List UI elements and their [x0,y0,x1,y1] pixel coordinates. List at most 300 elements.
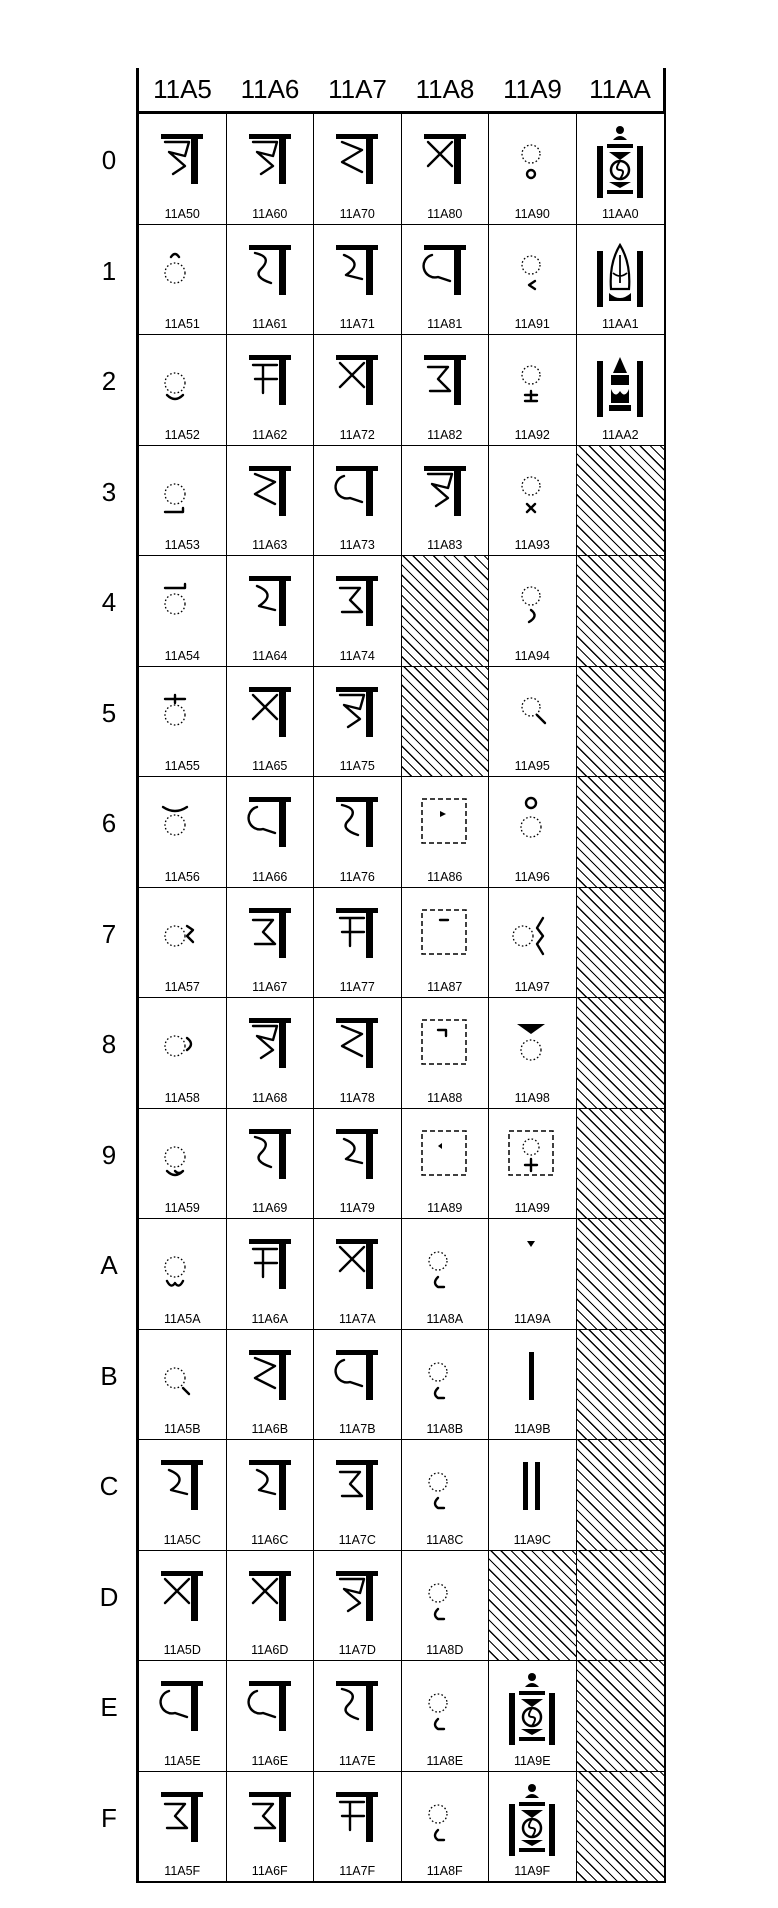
code-point-label: 11A76 [339,869,375,884]
glyph-icon [227,1780,314,1858]
row-header: 9 [101,1139,117,1170]
character-glyph-icon [233,1780,307,1858]
code-point-label: 11A59 [164,1201,200,1215]
code-point-label: 11A67 [252,980,288,994]
glyph-icon [314,454,401,532]
code-point-label: 11AA0 [601,206,639,221]
column-header: 11AA [589,74,651,104]
glyph-icon [402,785,489,863]
code-point-label: 11A52 [164,427,200,442]
code-cell [314,1330,402,1441]
character-glyph-icon [495,896,569,974]
character-glyph-icon [495,454,569,532]
unassigned-cell [577,1109,665,1220]
code-point-label: 11A6F [251,1864,288,1878]
glyph-icon [139,675,226,753]
character-glyph-icon [145,564,219,642]
code-point-label: 11A5B [163,1422,201,1436]
glyph-icon [577,343,665,421]
unassigned-cell [577,777,665,888]
code-point-label: 11A71 [339,317,375,331]
character-glyph-icon [408,785,482,863]
code-point-label: 11A89 [427,1201,463,1215]
character-glyph-icon [145,233,219,311]
character-glyph-icon [320,1338,394,1416]
glyph-icon [314,1117,401,1195]
code-cell [227,1551,315,1662]
glyph-icon [402,1338,489,1416]
code-point-label: 11A5D [163,1643,201,1657]
code-cell [139,225,227,336]
code-point-label: 11A77 [339,980,375,994]
code-cell [314,1661,402,1772]
character-glyph-icon [145,122,219,200]
glyph-icon [402,1227,489,1305]
code-point-label: 11A9C [513,1532,551,1547]
row-header: 7 [101,918,117,949]
code-cell [402,998,490,1109]
character-glyph-icon [145,1669,219,1747]
glyph-icon [139,343,226,421]
unassigned-cell [577,556,665,667]
glyph-icon [314,1227,401,1305]
character-glyph-icon [233,1338,307,1416]
code-cell [489,1330,577,1441]
character-glyph-icon [233,896,307,974]
row-header: E [100,1692,118,1723]
row-header: B [100,1360,118,1391]
glyph-icon [227,1448,314,1526]
unassigned-cell [577,888,665,999]
code-point-label: 11A72 [339,427,375,442]
code-cell [402,1109,490,1220]
code-point-label: 11A73 [339,538,375,552]
glyph-icon [402,454,489,532]
code-cell [139,1661,227,1772]
code-cell [489,667,577,778]
code-point-label: 11A91 [514,317,550,331]
code-cell [489,1109,577,1220]
code-point-label: 11A8C [426,1532,464,1547]
code-point-label: 11A9B [513,1422,551,1436]
code-cell [489,998,577,1109]
row-header: 8 [101,1029,117,1060]
glyph-icon [139,122,226,200]
character-glyph-icon [320,675,394,753]
character-glyph-icon [320,122,394,200]
code-cell [402,1440,490,1551]
character-glyph-icon [233,1669,307,1747]
code-cell [314,1440,402,1551]
code-point-label: 11A50 [164,206,200,221]
glyph-icon [227,785,314,863]
code-point-label: 11A6C [251,1532,289,1547]
character-glyph-icon [233,1006,307,1084]
code-point-label: 11A82 [427,427,463,442]
character-glyph-icon [495,343,569,421]
code-cell [139,1109,227,1220]
code-cell [489,777,577,888]
row-header: 0 [101,145,117,176]
glyph-icon [489,1117,576,1195]
character-glyph-icon [145,1559,219,1637]
code-cell [489,1772,577,1883]
code-point-label: 11AA2 [601,427,639,442]
character-glyph-icon [320,785,394,863]
unassigned-cell [577,667,665,778]
code-cell [139,1772,227,1883]
character-glyph-icon [495,785,569,863]
row-header: C [99,1471,119,1502]
code-point-label: 11A98 [514,1090,550,1105]
row-header: 3 [101,476,117,507]
code-point-label: 11A99 [514,1201,550,1215]
code-point-label: 11A90 [514,206,550,221]
code-point-label: 11A8A [426,1311,464,1326]
glyph-icon [402,343,489,421]
code-point-label: 11A80 [427,206,463,221]
column-header: 11A8 [415,74,475,104]
glyph-icon [489,1006,576,1084]
code-point-label: 11A74 [339,648,375,663]
code-point-label: 11A7C [338,1532,376,1547]
glyph-icon [139,454,226,532]
code-point-label: 11A5C [163,1532,201,1547]
code-cell [139,777,227,888]
glyph-icon [227,343,314,421]
code-point-label: 11A8D [426,1643,464,1657]
column-header: 11A9 [503,74,562,104]
code-cell [402,225,490,336]
code-cell [402,1330,490,1441]
code-cell [227,1109,315,1220]
code-point-label: 11A58 [164,1090,200,1105]
character-glyph-icon [495,1117,569,1195]
code-cell [314,1109,402,1220]
column-header: 11A6 [240,74,300,104]
code-cell [139,1551,227,1662]
glyph-icon [227,675,314,753]
character-glyph-icon [495,1780,569,1858]
code-cell [577,225,665,336]
character-glyph-icon [408,454,482,532]
code-point-label: 11A7B [338,1422,376,1436]
character-glyph-icon [495,122,569,200]
code-cell [402,888,490,999]
code-cell [227,335,315,446]
character-glyph-icon [408,1448,482,1526]
code-point-label: 11A5E [163,1753,201,1768]
glyph-icon [139,1227,226,1305]
code-cell [139,556,227,667]
row-header: D [99,1581,119,1612]
unassigned-cell [402,556,490,667]
unassigned-cell [577,1330,665,1441]
code-point-label: 11A63 [252,538,288,552]
glyph-icon [227,122,314,200]
character-glyph-icon [320,1448,394,1526]
code-cell [402,1661,490,1772]
code-cell [489,888,577,999]
glyph-icon [227,1117,314,1195]
glyph-icon [227,1006,314,1084]
row-header: A [100,1250,118,1281]
glyph-icon [227,1227,314,1305]
column-header: 11A5 [153,74,212,104]
unassigned-cell [402,667,490,778]
unassigned-cell [577,998,665,1109]
glyph-icon [314,1006,401,1084]
character-glyph-icon [408,1669,482,1747]
code-cell [402,1551,490,1662]
code-cell [227,556,315,667]
code-cell [314,667,402,778]
character-glyph-icon [145,1338,219,1416]
character-glyph-icon [583,343,657,421]
glyph-icon [489,896,576,974]
code-cell [139,1440,227,1551]
row-header: 5 [101,697,117,728]
code-cell [227,1330,315,1441]
glyph-icon [139,233,226,311]
code-point-label: 11A55 [164,759,200,773]
glyph-icon [314,343,401,421]
unassigned-cell [577,1661,665,1772]
code-cell [139,1330,227,1441]
code-point-label: 11A51 [164,317,200,331]
code-point-label: 11A92 [514,427,550,442]
code-point-label: 11A6B [251,1422,289,1436]
character-glyph-icon [495,1227,569,1305]
character-glyph-icon [145,675,219,753]
code-cell [227,777,315,888]
character-glyph-icon [408,1338,482,1416]
code-cell [402,1772,490,1883]
code-point-label: 11A62 [252,427,288,442]
code-cell [489,335,577,446]
character-glyph-icon [495,564,569,642]
code-cell [402,777,490,888]
code-cell [489,1219,577,1330]
code-cell [314,1219,402,1330]
character-glyph-icon [233,564,307,642]
code-point-label: 11A7F [339,1864,376,1878]
code-point-label: 11A6D [251,1643,289,1657]
code-point-label: 11A9F [514,1864,551,1878]
character-glyph-icon [145,1448,219,1526]
character-glyph-icon [408,233,482,311]
code-point-label: 11A7A [338,1311,376,1326]
glyph-icon [139,1669,226,1747]
glyph-icon [402,122,489,200]
row-header: F [101,1802,117,1833]
code-point-label: 11A97 [514,980,550,994]
column-header: 11A7 [328,74,387,104]
glyph-icon [314,122,401,200]
glyph-icon [489,343,576,421]
character-glyph-icon [320,1780,394,1858]
code-cell [139,888,227,999]
character-glyph-icon [408,1780,482,1858]
unassigned-cell [577,1772,665,1883]
character-glyph-icon [145,1117,219,1195]
code-point-label: 11A64 [252,648,288,663]
glyph-icon [139,785,226,863]
code-cell [402,1219,490,1330]
glyph-icon [227,1338,314,1416]
code-point-label: 11A78 [339,1090,375,1105]
code-cell [227,667,315,778]
code-point-label: 11A79 [339,1201,375,1215]
character-glyph-icon [233,1227,307,1305]
glyph-icon [489,1227,576,1305]
code-point-label: 11A60 [252,206,288,221]
glyph-icon [402,1669,489,1747]
code-point-label: 11A57 [164,980,200,994]
glyph-icon [139,1780,226,1858]
character-glyph-icon [320,454,394,532]
code-point-label: 11A87 [427,980,463,994]
code-cell [139,667,227,778]
glyph-icon [402,1559,489,1637]
character-glyph-icon [408,343,482,421]
character-glyph-icon [583,122,657,200]
glyph-icon [314,896,401,974]
character-glyph-icon [233,675,307,753]
unassigned-cell [577,1551,665,1662]
character-glyph-icon [145,1006,219,1084]
glyph-icon [139,1117,226,1195]
character-glyph-icon [320,343,394,421]
character-glyph-icon [145,1780,219,1858]
character-glyph-icon [145,1227,219,1305]
code-cell [314,114,402,225]
character-glyph-icon [233,785,307,863]
glyph-icon [227,564,314,642]
glyph-icon [139,1448,226,1526]
code-point-label: 11A9A [513,1311,551,1326]
code-cell [227,1440,315,1551]
glyph-icon [314,1559,401,1637]
character-glyph-icon [145,454,219,532]
code-cell [314,556,402,667]
character-glyph-icon [320,1559,394,1637]
code-cell [402,335,490,446]
glyph-icon [577,122,665,200]
code-point-label: 11A6A [251,1311,289,1326]
code-point-label: 11A69 [252,1201,288,1215]
glyph-icon [314,233,401,311]
code-point-label: 11A65 [252,759,288,773]
code-cell [227,225,315,336]
code-cell [227,888,315,999]
unassigned-cell [489,1551,577,1662]
glyph-icon [314,785,401,863]
character-glyph-icon [495,675,569,753]
code-cell [139,446,227,557]
glyph-icon [227,233,314,311]
character-glyph-icon [233,1559,307,1637]
glyph-icon [139,564,226,642]
glyph-icon [227,1669,314,1747]
code-cell [227,998,315,1109]
character-glyph-icon [233,343,307,421]
code-cell [489,446,577,557]
code-point-label: 11A94 [514,648,550,663]
glyph-icon [402,1448,489,1526]
code-cell [227,1219,315,1330]
code-cell [139,114,227,225]
code-cell [314,446,402,557]
code-point-label: 11A5F [164,1864,201,1878]
code-cell [227,114,315,225]
glyph-icon [402,896,489,974]
character-glyph-icon [320,1669,394,1747]
character-glyph-icon [408,896,482,974]
code-point-label: 11A96 [514,869,550,884]
glyph-icon [577,233,665,311]
code-point-label: 11A70 [339,206,375,221]
glyph-icon [489,1338,576,1416]
code-point-label: 11A54 [164,648,200,663]
character-glyph-icon [320,1006,394,1084]
character-glyph-icon [408,1006,482,1084]
glyph-icon [139,1338,226,1416]
glyph-icon [314,1780,401,1858]
glyph-icon [489,454,576,532]
unassigned-cell [577,1219,665,1330]
character-glyph-icon [145,343,219,421]
glyph-icon [314,564,401,642]
code-cell [489,225,577,336]
code-point-label: 11A95 [514,759,550,773]
character-glyph-icon [408,1227,482,1305]
glyph-icon [314,1669,401,1747]
code-cell [489,114,577,225]
code-point-label: 11A88 [427,1090,463,1105]
code-point-label: 11A53 [164,538,200,552]
code-cell [314,335,402,446]
glyph-icon [314,675,401,753]
code-cell [314,777,402,888]
glyph-icon [402,233,489,311]
character-glyph-icon [145,896,219,974]
code-cell [489,1661,577,1772]
glyph-icon [489,1448,576,1526]
character-glyph-icon [233,1448,307,1526]
character-glyph-icon [233,233,307,311]
code-point-label: 11A7D [338,1643,376,1657]
character-glyph-icon [233,454,307,532]
code-cell [314,888,402,999]
code-cell [489,1440,577,1551]
unassigned-cell [577,446,665,557]
code-cell [402,114,490,225]
glyph-icon [489,233,576,311]
code-cell [227,446,315,557]
character-glyph-icon [495,1338,569,1416]
glyph-icon [402,1780,489,1858]
row-header: 2 [101,366,117,397]
code-point-label: 11A61 [252,317,288,331]
glyph-icon [227,1559,314,1637]
code-point-label: 11A93 [514,538,550,552]
character-glyph-icon [408,1117,482,1195]
code-cell [227,1661,315,1772]
glyph-icon [402,1006,489,1084]
glyph-icon [139,1006,226,1084]
code-cell [577,335,665,446]
